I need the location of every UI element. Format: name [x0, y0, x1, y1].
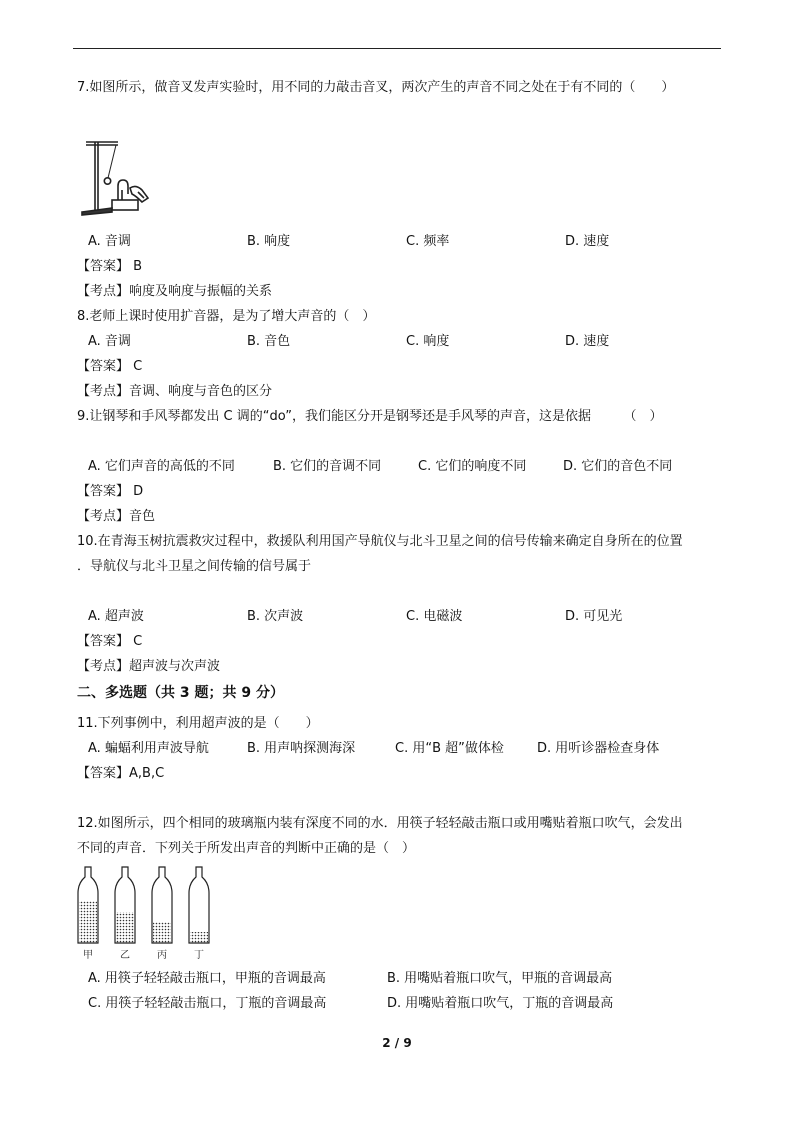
q10-answer	[77, 633, 142, 651]
q10-option-d: D. 可见光	[565, 609, 623, 624]
tuning-fork-apparatus-figure	[78, 134, 152, 218]
q9-option-b: B. 它们的音调不同	[273, 459, 382, 474]
q10-stem-line-1: 10.在青海玉树抗震救灾过程中，救援队利用国产导航仪与北斗卫星之间的信号传输来确定自身所在的位置	[77, 534, 683, 549]
point-value: 音调、响度与音色的区分	[129, 384, 273, 399]
answer-label: 【答案】	[77, 634, 130, 649]
q9-option-d: D. 它们的音色不同	[563, 459, 673, 474]
q10-stem-line-2: ．导航仪与北斗卫星之间传输的信号属于	[77, 559, 312, 574]
answer-value: C	[133, 634, 143, 649]
point-label: 【考点】	[77, 659, 130, 674]
answer-label: 【答案】	[77, 766, 130, 781]
q12-option-b: B. 用嘴贴着瓶口吹气，甲瓶的音调最高	[387, 971, 613, 986]
bottle-outline	[189, 867, 209, 943]
q8-option-b: B. 音色	[247, 334, 291, 349]
answer-value: C	[133, 359, 143, 374]
q10-option-b: B. 次声波	[247, 609, 304, 624]
q11-answer	[77, 765, 164, 783]
q9-option-a: A. 它们声音的高低的不同	[88, 459, 235, 474]
bottle-label: 乙	[120, 950, 130, 961]
q8-answer	[77, 358, 142, 376]
bottle-label: 甲	[83, 950, 93, 961]
page-number: 2 / 9	[382, 1036, 412, 1050]
q12-stem-line-2: 不同的声音．下列关于所发出声音的判断中正确的是（ ）	[77, 841, 416, 856]
q10-option-c: C. 电磁波	[406, 609, 463, 624]
q12-option-d: D. 用嘴贴着瓶口吹气，丁瓶的音调最高	[387, 996, 614, 1011]
q8-option-d: D. 速度	[565, 334, 610, 349]
q9-answer	[77, 483, 143, 501]
answer-label: 【答案】	[77, 359, 130, 374]
q10-option-a: A. 超声波	[88, 609, 144, 624]
q7-stem: 7.如图所示，做音叉发声实验时，用不同的力敲击音叉，两次产生的声音不同之处在于有不同的（ ）	[77, 80, 675, 95]
answer-value: D	[133, 484, 144, 499]
q11-option-a: A. 蝙蝠利用声波导航	[88, 741, 209, 756]
answer-label: 【答案】	[77, 484, 130, 499]
q11-option-b: B. 用声呐探测海深	[247, 741, 356, 756]
bottle-label: 丁	[194, 950, 204, 961]
q8-stem: 8.老师上课时使用扩音器，是为了增大声音的（ ）	[77, 309, 376, 324]
q7-option-d: D. 速度	[565, 234, 610, 249]
answer-label: 【答案】	[77, 259, 130, 274]
bottle-label: 丙	[157, 950, 167, 961]
glass-bottles-figure	[74, 865, 224, 963]
q8-point	[77, 383, 272, 401]
q9-option-c: C. 它们的响度不同	[418, 459, 527, 474]
q8-option-c: C. 响度	[406, 334, 450, 349]
point-label: 【考点】	[77, 284, 130, 299]
point-value: 音色	[129, 509, 156, 524]
bottle-water	[79, 901, 97, 944]
answer-value: B	[133, 259, 143, 274]
q11-stem: 11.下列事例中，利用超声波的是（ ）	[77, 716, 319, 731]
bottle-water	[116, 912, 134, 943]
bottle-water	[153, 922, 171, 943]
q12-option-c: C. 用筷子轻轻敲击瓶口，丁瓶的音调最高	[88, 996, 327, 1011]
q7-option-b: B. 响度	[247, 234, 291, 249]
point-label: 【考点】	[77, 509, 130, 524]
section-title: 二、多选题（共 3 题；共 9 分）	[77, 685, 284, 701]
q7-point	[77, 283, 272, 301]
q10-point	[77, 658, 220, 676]
q7-option-c: C. 频率	[406, 234, 450, 249]
point-label: 【考点】	[77, 384, 130, 399]
q8-option-a: A. 音调	[88, 334, 131, 349]
bottle-water	[190, 932, 208, 943]
point-value: 响度及响度与振幅的关系	[129, 284, 273, 299]
point-value: 超声波与次声波	[129, 659, 221, 674]
q7-answer	[77, 258, 142, 276]
q7-option-a: A. 音调	[88, 234, 131, 249]
answer-value: A,B,C	[129, 766, 165, 781]
q12-stem-line-1: 12.如图所示，四个相同的玻璃瓶内装有深度不同的水．用筷子轻轻敲击瓶口或用嘴贴着瓶口吹气，会发出	[77, 816, 683, 831]
q9-point	[77, 508, 155, 526]
q9-stem: 9.让钢琴和手风琴都发出 C 调的“do”，我们能区分开是钢琴还是手风琴的声音，这是依据 （ ）	[77, 409, 663, 424]
q11-option-c: C. 用“B 超”做体检	[395, 741, 504, 756]
q11-option-d: D. 用听诊器检查身体	[537, 741, 660, 756]
header-rule	[73, 48, 721, 49]
q12-option-a: A. 用筷子轻轻敲击瓶口，甲瓶的音调最高	[88, 971, 326, 986]
